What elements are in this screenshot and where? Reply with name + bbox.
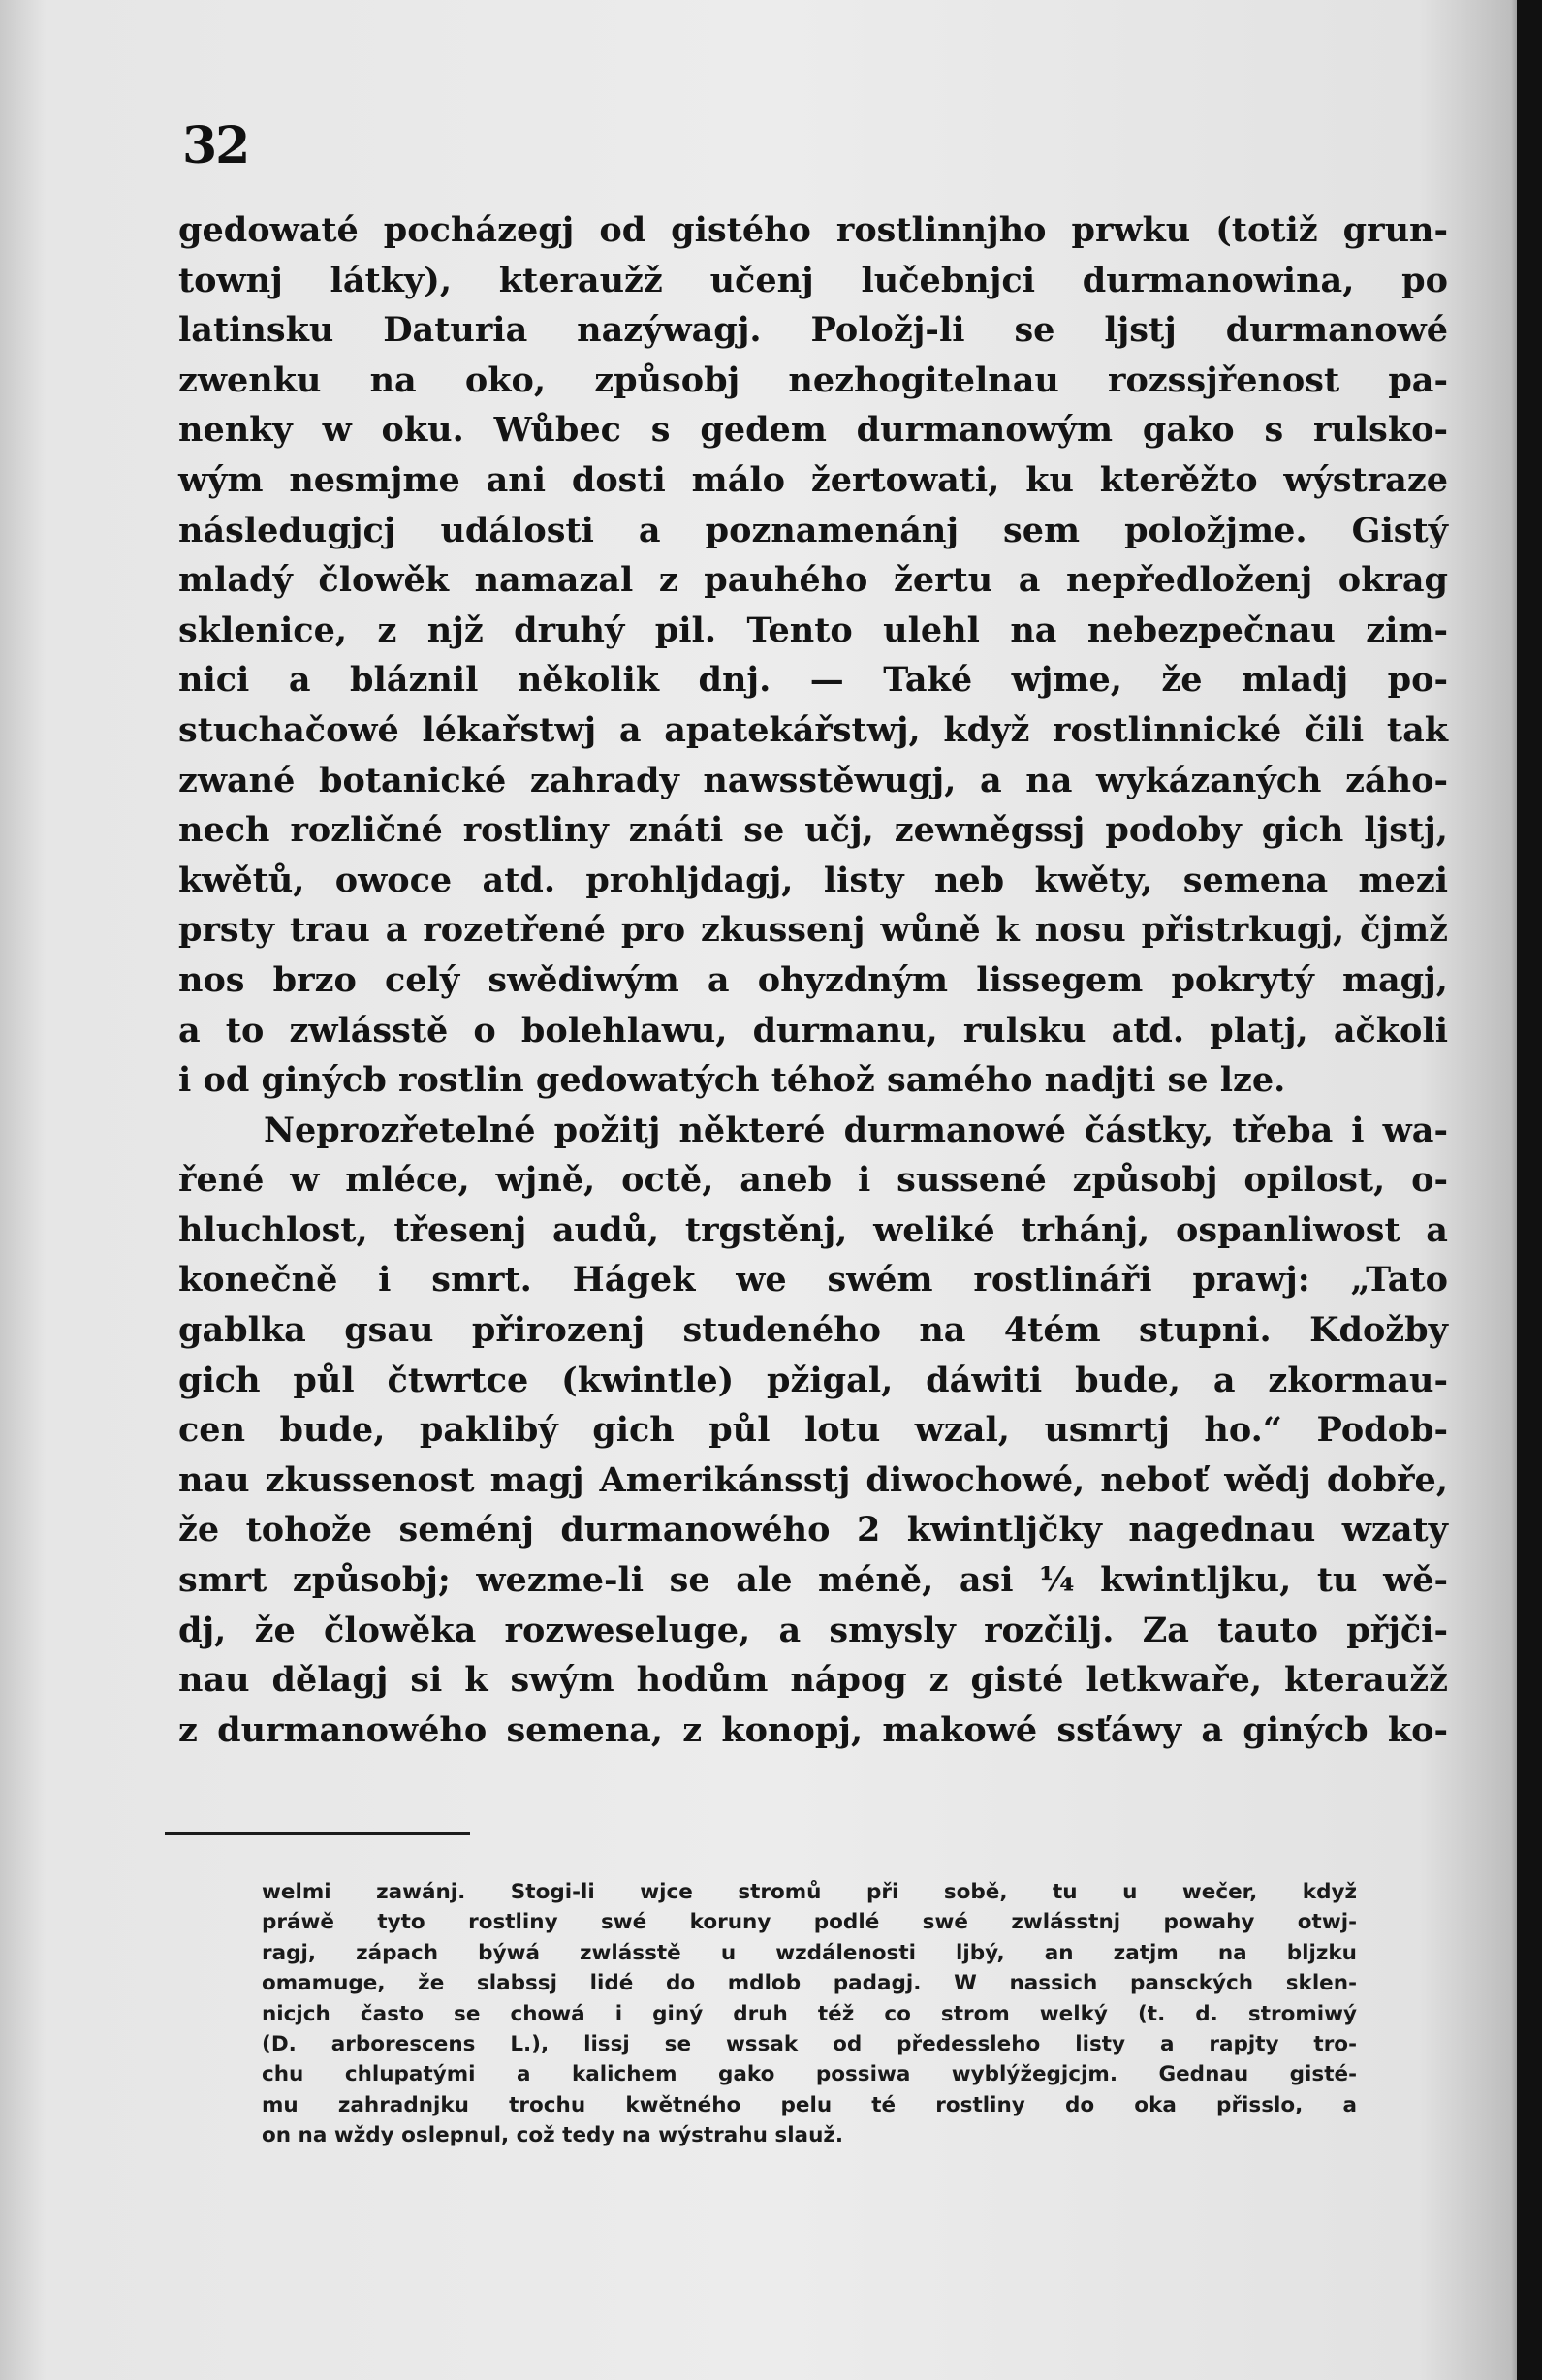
footnote-line: práwě tyto rostliny swé koruny podlé swé zwlásstnj powahy otwj- bbox=[262, 1910, 1357, 1935]
footnote-line: omamuge, že slabssj lidé do mdlob padagj. W nassich pansckých sklen- bbox=[262, 1971, 1357, 1996]
footnote-line: chu chlupatými a kalichem gako possiwa wyblýžegjcjm. Gednau gisté- bbox=[262, 2062, 1357, 2087]
text-line: dj, že člowěka rozweseluge, a smysly rozčilj. Za tauto přjči- bbox=[178, 1610, 1448, 1650]
text-line: z durmanowého semena, z konopj, makowé ssťáwy a ginýcb ko- bbox=[178, 1709, 1448, 1750]
text-line: prsty trau a rozetřené pro zkussenj wůně k nosu přistrkugj, čjmž bbox=[178, 910, 1448, 951]
text-line: wým nesmjme ani dosti málo žertowati, ku kterěžto wýstraze bbox=[178, 459, 1448, 500]
footnote-block bbox=[262, 1877, 1357, 2151]
text-line: mladý člowěk namazal z pauhého žertu a nepředloženj okrag bbox=[178, 560, 1448, 601]
footnote-line: (D. arborescens L.), lissj se wssak od předessleho listy a rapjty tro- bbox=[262, 2032, 1357, 2057]
text-line: nau dělagj si k swým hodům nápog z gisté letkwaře, kteraužž bbox=[178, 1660, 1448, 1701]
text-line: nau zkussenost magj Amerikánsstj diwochowé, neboť wědj dobře, bbox=[178, 1459, 1448, 1500]
text-line: smrt způsobj; wezme-li se ale méně, asi ¼ kwintljku, tu wě- bbox=[178, 1560, 1448, 1601]
text-line: kwětů, owoce atd. prohljdagj, listy neb kwěty, semena mezi bbox=[178, 860, 1448, 900]
footnote-line: ragj, zápach býwá zwlásstě u wzdálenosti ljbý, an zatjm na bljzku bbox=[262, 1940, 1357, 1965]
text-line: stuchačowé lékařstwj a apatekářstwj, když rostlinnické čili tak bbox=[178, 709, 1448, 750]
text-line: Neprozřetelné požitj některé durmanowé částky, třeba i wa- bbox=[264, 1110, 1448, 1150]
page-shadow-edge bbox=[1517, 0, 1542, 2380]
text-line: konečně i smrt. Hágek we swém rostlináři prawj: „Tato bbox=[178, 1260, 1448, 1300]
text-line: nech rozličné rostliny znáti se učj, zewněgssj podoby gich ljstj, bbox=[178, 810, 1448, 851]
text-line: gedowaté pocházegj od gistého rostlinnjho prwku (totiž grun- bbox=[178, 210, 1448, 250]
main-text-block bbox=[178, 205, 1448, 1755]
footnote-line: welmi zawánj. Stogi-li wjce stromů při sobě, tu u wečer, když bbox=[262, 1880, 1357, 1904]
text-line: latinsku Daturia nazýwagj. Položj-li se ljstj durmanowé bbox=[178, 310, 1448, 351]
text-line: townj látky), kteraužž učenj lučebnjci durmanowina, po bbox=[178, 260, 1448, 300]
text-line: gich půl čtwrtce (kwintle) pžigal, dáwiti bude, a zkormau- bbox=[178, 1360, 1448, 1400]
footnote-line: on na wždy oslepnul, což tedy na wýstrahu slauž. bbox=[262, 2123, 844, 2148]
text-line: řené w mléce, wjně, octě, aneb i sussené způsobj opilost, o- bbox=[178, 1160, 1448, 1201]
text-line: nos brzo celý swědiwým a ohyzdným lissegem pokrytý magj, bbox=[178, 959, 1448, 1000]
text-line: cen bude, paklibý gich půl lotu wzal, usmrtj ho.“ Podob- bbox=[178, 1410, 1448, 1451]
text-line: že tohože seménj durmanowého 2 kwintljčky nagednau wzaty bbox=[178, 1510, 1448, 1550]
footnote-line: nicjch často se chowá i giný druh též co strom welký (t. d. stromiwý bbox=[262, 2001, 1357, 2026]
text-line: sklenice, z njž druhý pil. Tento ulehl na nebezpečnau zim- bbox=[178, 610, 1448, 650]
text-line: hluchlost, třesenj audů, trgstěnj, weliké trhánj, ospanliwost a bbox=[178, 1209, 1448, 1250]
page-number: 32 bbox=[182, 116, 249, 175]
text-line: zwané botanické zahrady nawsstěwugj, a na wykázaných záho- bbox=[178, 760, 1448, 800]
footnote-line: mu zahradnjku trochu kwětného pelu té rostliny do oka přisslo, a bbox=[262, 2092, 1357, 2117]
text-line: nici a bláznil několik dnj. — Také wjme, že mladj po- bbox=[178, 660, 1448, 701]
footnote-divider bbox=[165, 1832, 470, 1835]
text-line: i od ginýcb rostlin gedowatých téhož samého nadjti se lze. bbox=[178, 1060, 1286, 1101]
text-line: gablka gsau přirozenj studeného na 4tém stupni. Kdožby bbox=[178, 1310, 1448, 1351]
text-line: a to zwlásstě o bolehlawu, durmanu, rulsku atd. platj, ačkoli bbox=[178, 1010, 1448, 1050]
text-line: následugjcj události a poznamenánj sem položjme. Gistý bbox=[178, 510, 1448, 550]
text-line: nenky w oku. Wůbec s gedem durmanowým gako s rulsko- bbox=[178, 410, 1448, 451]
text-line: zwenku na oko, způsobj nezhogitelnau rozssjřenost pa- bbox=[178, 360, 1448, 400]
